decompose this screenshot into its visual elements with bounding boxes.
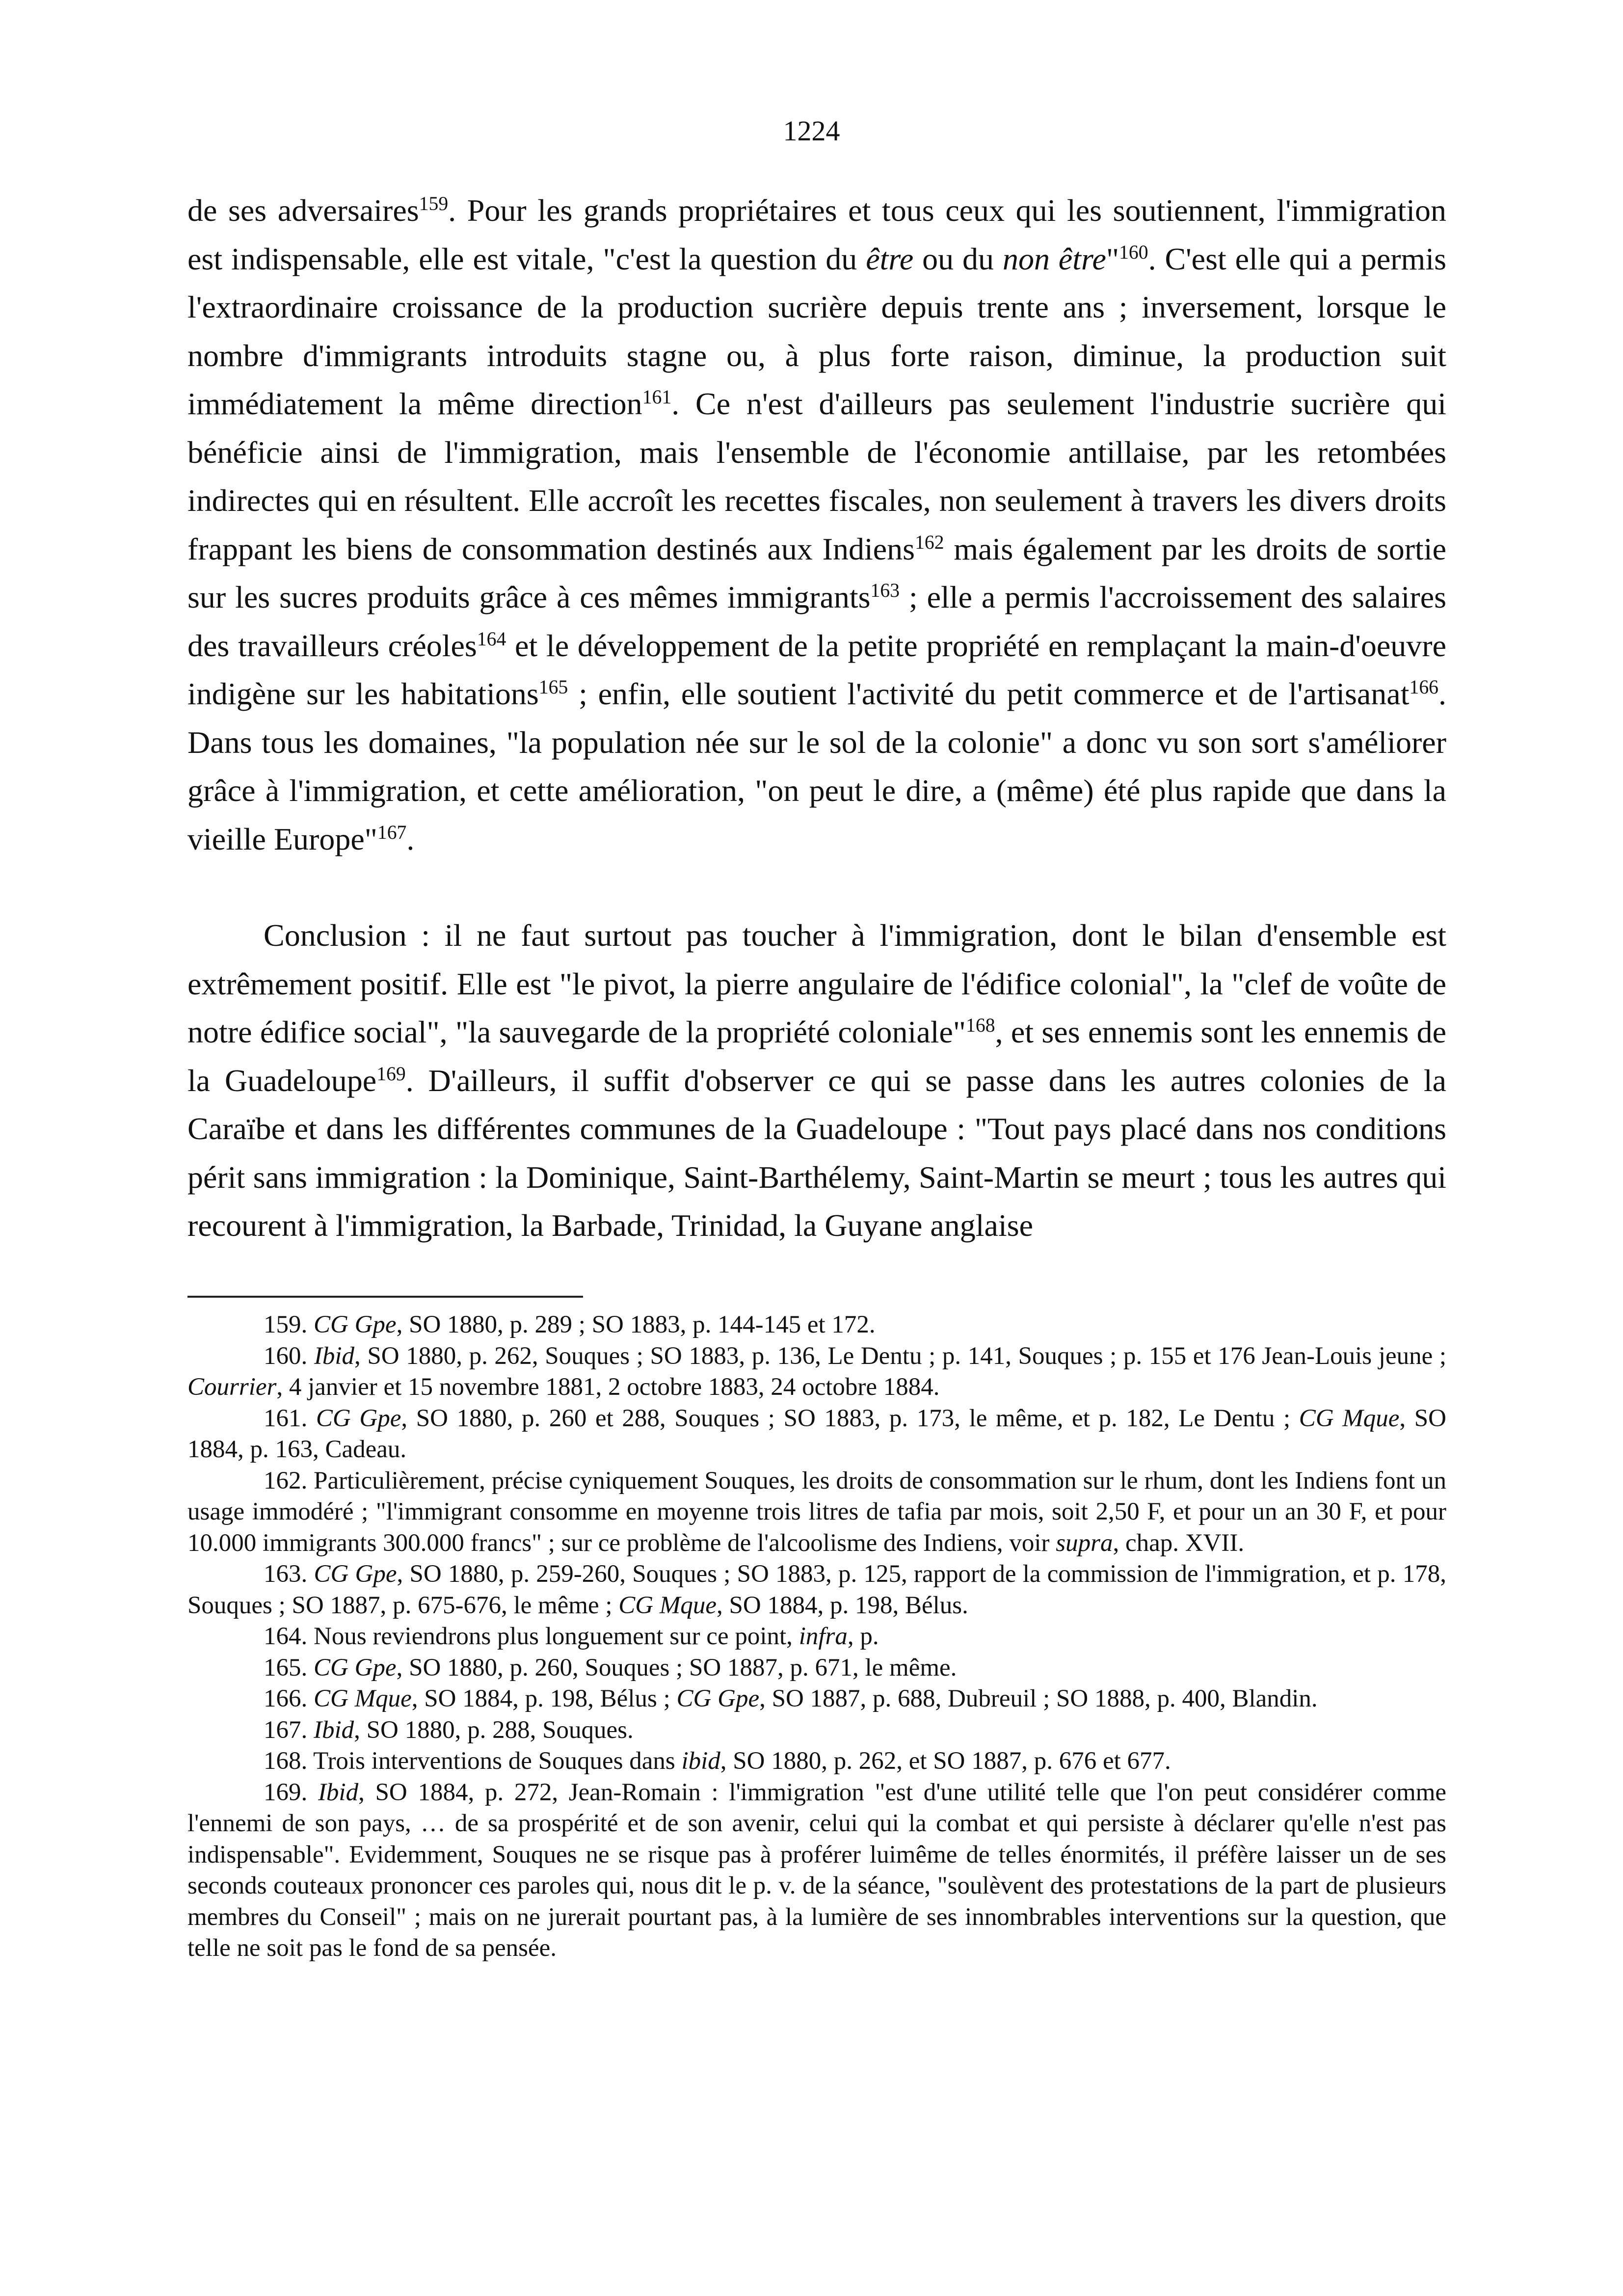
footnote-ref: 159	[419, 193, 449, 215]
italic-text: CG Gpe	[314, 1560, 397, 1588]
italic-text: CG Mque	[314, 1685, 412, 1712]
footnote	[187, 1466, 1446, 1559]
italic-text: CG Gpe	[314, 1654, 397, 1682]
italic-text: Courrier	[187, 1373, 277, 1401]
text-run: , SO 1880, p. 259-260, Souques ; SO 1883, p. 125, rapport de la commission de l'immigration, et p. 178, Souques ; SO 1887, p. 675-676, le même ;	[187, 1560, 1446, 1619]
text-run: , SO 1884, p. 198, Bélus ;	[411, 1685, 677, 1712]
text-run: 169.	[264, 1778, 318, 1806]
footnote-ref: 162	[915, 531, 944, 553]
text-run: , SO 1880, p. 262, Souques ; SO 1883, p. 136, Le Dentu ; p. 141, Souques ; p. 155 et 176 Jean-Louis jeune ;	[354, 1342, 1446, 1370]
text-run: ou du	[913, 241, 1003, 276]
text-run: , SO 1880, p. 289 ; SO 1883, p. 144-145 et 172.	[396, 1311, 876, 1338]
text-run: 167.	[264, 1716, 314, 1744]
text-run: , SO 1884, p. 272, Jean-Romain : l'immigration "est d'une utilité telle que l'on peut considérer comme l'ennemi de son pays, … de sa prospérité et de son avenir, celui qui la combat et qui persiste à déclarer qu'elle n'est pas indispensable". Evidemment, Souques ne se risque pas à proférer luimême de telles énormités, il préfère laisser un de ses seconds couteaux prononcer ces paroles qui, nous dit le p. v. de la séance, "soulèvent des protestations de la part de plusieurs membres du Conseil" ; mais on ne jurerait pourtant pas, à la lumière de ses innombrables interventions sur la question, que telle ne soit pas le fond de sa pensée.	[187, 1778, 1447, 1962]
text-run: 162. Particulièrement, précise cyniquement Souques, les droits de consommation sur le rhum, dont les Indiens font un usage immodéré ; "l'immigrant consomme en moyenne trois litres de tafia par mois, soit 2,50 F, et pour un an 30 F, et pour 10.000 immigrants 300.000 francs" ; sur ce problème de l'alcoolisme des Indiens, voir	[187, 1467, 1446, 1557]
italic-text: CG Gpe	[316, 1404, 401, 1432]
body-paragraph-1	[187, 187, 1446, 863]
footnotes	[187, 1309, 1446, 1964]
text-run: ; enfin, elle soutient l'activité du petit commerce et de l'artisanat	[568, 676, 1410, 711]
italic-text: CG Mque	[1299, 1404, 1400, 1432]
text-run: 165.	[264, 1654, 314, 1682]
footnote-ref: 166	[1409, 676, 1439, 698]
footnote-ref: 161	[642, 386, 672, 408]
italic-text: CG Gpe	[314, 1311, 397, 1338]
footnote-separator	[187, 1296, 583, 1298]
body-paragraph-2	[187, 911, 1446, 1250]
footnote	[187, 1715, 1446, 1746]
text-run: . Ce n'est d'ailleurs pas seulement l'industrie sucrière qui bénéficie ainsi de l'immigration, mais l'ensemble de l'économie antillaise, par les retombées indirectes qui en résultent. Elle accroît les recettes fiscales, non seulement à travers les divers droits frappant les biens de consommation destinés aux Indiens	[187, 386, 1447, 566]
text-run: , SO 1884, p. 163, Cadeau.	[187, 1404, 1446, 1463]
text-run: , SO 1880, p. 262, et SO 1887, p. 676 et 677.	[720, 1747, 1171, 1775]
footnote-ref: 167	[377, 821, 407, 843]
footnote	[187, 1653, 1446, 1684]
text-run: .	[406, 821, 415, 856]
footnote-ref: 164	[477, 628, 506, 650]
italic-text: CG Gpe	[676, 1685, 760, 1712]
text-run: et le développement de la petite propriété en remplaçant la main-d'oeuvre indigène sur les habitations	[187, 628, 1447, 711]
text-run: . Dans tous les domaines, "la population née sur le sol de la colonie" a donc vu son sort s'améliorer grâce à l'immigration, et cette amélioration, "on peut le dire, a (même) été plus rapide que dans la vieille Europe"	[187, 676, 1447, 856]
text-run: 160.	[264, 1342, 314, 1370]
text-run: , SO 1880, p. 288, Souques.	[354, 1716, 634, 1744]
text-run: 168. Trois interventions de Souques dans	[264, 1747, 682, 1775]
text-run: , chap. XVII.	[1113, 1529, 1245, 1557]
body-text	[187, 187, 1446, 1250]
italic-text: Ibid	[314, 1716, 354, 1744]
italic-text: supra	[1056, 1529, 1113, 1557]
footnote	[187, 1309, 1446, 1341]
text-run: , SO 1884, p. 198, Bélus.	[717, 1591, 968, 1619]
text-run: , SO 1887, p. 688, Dubreuil ; SO 1888, p. 400, Blandin.	[759, 1685, 1318, 1712]
footnote	[187, 1683, 1446, 1715]
footnote	[187, 1746, 1446, 1777]
footnote-ref: 160	[1119, 241, 1148, 263]
text-run: "	[1106, 241, 1119, 276]
footnote	[187, 1559, 1446, 1621]
text-run: 161.	[264, 1404, 316, 1432]
footnote	[187, 1777, 1446, 1964]
text-run: 166.	[264, 1685, 314, 1712]
text-run: , 4 janvier et 15 novembre 1881, 2 octobre 1883, 24 octobre 1884.	[276, 1373, 940, 1401]
text-run: . Pour les grands propriétaires et tous ceux qui les soutiennent, l'immigration est indispensable, elle est vitale, "c'est la question du	[187, 193, 1447, 276]
italic-text: Ibid	[314, 1342, 355, 1370]
footnote-ref: 165	[538, 676, 568, 698]
footnote	[187, 1621, 1446, 1653]
footnote	[187, 1403, 1446, 1466]
italic-text: CG Mque	[618, 1591, 717, 1619]
italic-text: Ibid	[318, 1778, 359, 1806]
text-run: , SO 1880, p. 260 et 288, Souques ; SO 1883, p. 173, le même, et p. 182, Le Dentu ;	[401, 1404, 1299, 1432]
italic-text: ibid	[681, 1747, 720, 1775]
text-run: mais également par les droits de sortie sur les sucres produits grâce à ces mêmes immigrants	[187, 531, 1447, 614]
footnote	[187, 1341, 1446, 1403]
footnote-ref: 168	[966, 1015, 995, 1037]
text-run: , et ses ennemis sont les ennemis de la Guadeloupe	[187, 1015, 1447, 1098]
text-run: de ses adversaires	[187, 193, 419, 228]
italic-text: être	[866, 241, 914, 276]
text-run: 163.	[264, 1560, 314, 1588]
text-run: . C'est elle qui a permis l'extraordinaire croissance de la production sucrière depuis trente ans ; inversement, lorsque le nombre d'immigrants introduits stagne ou, à plus forte raison, diminue, la production suit immédiatement la même direction	[187, 241, 1447, 421]
footnote-ref: 169	[376, 1063, 406, 1085]
footnote-ref: 163	[870, 580, 900, 602]
text-run: 159.	[264, 1311, 314, 1338]
page-number: 1224	[783, 115, 840, 147]
text-run: 164. Nous reviendrons plus longuement sur ce point,	[264, 1623, 799, 1650]
text-run: , SO 1880, p. 260, Souques ; SO 1887, p. 671, le même.	[396, 1654, 957, 1682]
text-run: ; elle a permis l'accroissement des salaires des travailleurs créoles	[187, 580, 1447, 663]
text-run: Conclusion : il ne faut surtout pas toucher à l'immigration, dont le bilan d'ensemble est extrêmement positif. Elle est "le pivot, la pierre angulaire de l'édifice colonial", la "clef de voûte de notre édifice social", "la sauvegarde de la propriété coloniale"	[187, 918, 1446, 1049]
italic-text: infra	[798, 1623, 848, 1650]
italic-text: non être	[1002, 241, 1106, 276]
text-run: , p.	[847, 1623, 879, 1650]
text-run: . D'ailleurs, il suffit d'observer ce qui se passe dans les autres colonies de la Caraïbe et dans les différentes communes de la Guadeloupe : "Tout pays placé dans nos conditions périt sans immigration : la Dominique, Saint-Barthélemy, Saint-Martin se meurt ; tous les autres qui recourent à l'immigration, la Barbade, Trinidad, la Guyane anglaise	[187, 1063, 1446, 1243]
